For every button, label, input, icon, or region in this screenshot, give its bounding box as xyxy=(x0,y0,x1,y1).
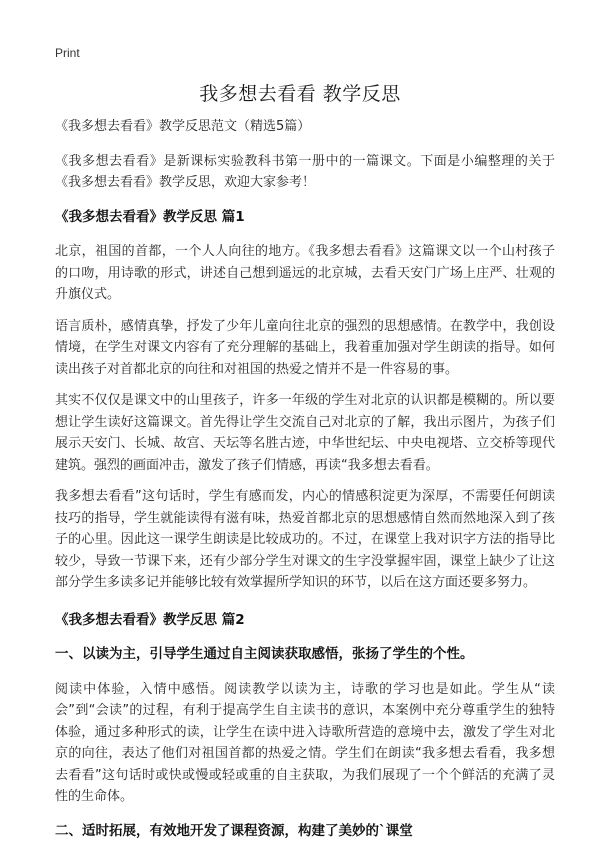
section1-heading: 《我多想去看看》教学反思 篇1 xyxy=(55,207,555,229)
intro-paragraph: 《我多想去看看》是新课标实验教科书第一册中的一篇课文。下面是小编整理的关于《我多想去看看》教学反思，欢迎大家参考！ xyxy=(55,151,555,194)
article-subtitle: 《我多想去看看》教学反思范文（精选5篇） xyxy=(55,116,555,138)
section2-heading: 《我多想去看看》教学反思 篇2 xyxy=(55,610,555,632)
article-body xyxy=(55,116,555,842)
section1-paragraph: 其实不仅仅是课文中的山里孩子，许多一年级的学生对北京的认识都是模糊的。所以要想让学生读好这篇课文。首先得让学生交流自己对北京的了解，我出示图片，为孩子们展示天安门、长城、故宫、天坛等名胜古迹，中华世纪坛、中央电视塔、立交桥等现代建筑。强烈的画面冲击，激发了孩子们情感，再读“我多想去看看。 xyxy=(55,390,555,476)
section2-paragraph: 阅读中体验，入情中感悟。阅读教学以读为主，诗歌的学习也是如此。学生从“读会”到“会读”的过程，有利于提高学生自主读书的意识，本案例中充分尊重学生的独特体验，通过多种形式的读，让学生在读中进入诗歌所营造的意境中去，激发了学生对北京的向往，表达了他们对祖国首都的热爱之情。学生们在朗读“我多想去看看，我多想去看看”这句话时或快或慢或轻或重的自主获取，为我们展现了一个个鲜活的充满了灵性的生命体。 xyxy=(55,679,555,808)
section1-paragraph: 语言质朴，感情真挚，抒发了少年儿童向往北京的强烈的思想感情。在教学中，我创设情境，在学生对课文内容有了充分理解的基础上，我着重加强对学生朗读的指导。如何读出孩子对首都北京的向往和对祖国的热爱之情并不是一件容易的事。 xyxy=(55,316,555,381)
section2-subheading: 二、适时拓展，有效地开发了课程资源，构建了美妙的`课堂 xyxy=(55,821,555,842)
section1-paragraph: 北京，祖国的首都，一个人人向往的地方。《我多想去看看》这篇课文以一个山村孩子的口吻，用诗歌的形式，讲述自己想到遥远的北京城，去看天安门广场上庄严、壮观的升旗仪式。 xyxy=(55,241,555,306)
page-title: 我多想去看看 教学反思 xyxy=(0,79,600,106)
section1-paragraph: 我多想去看看”这句话时，学生有感而发，内心的情感积淀更为深厚，不需要任何朗读技巧的指导，学生就能读得有滋有味，热爱首都北京的思想感情自然而然地深入到了孩子的心里。因此这一课学生朗读是比较成功的。不过，在课堂上我对识字方法的指导比较少，导致一节课下来，还有少部分学生对课文的生字没掌握牢固，课堂上缺少了让这部分学生多读多记并能够比较有效掌握所学知识的环节，以后在这方面还要多努力。 xyxy=(55,486,555,594)
print-label: Print xyxy=(55,46,80,60)
section2-subheading: 一、以读为主，引导学生通过自主阅读获取感悟，张扬了学生的个性。 xyxy=(55,644,555,666)
